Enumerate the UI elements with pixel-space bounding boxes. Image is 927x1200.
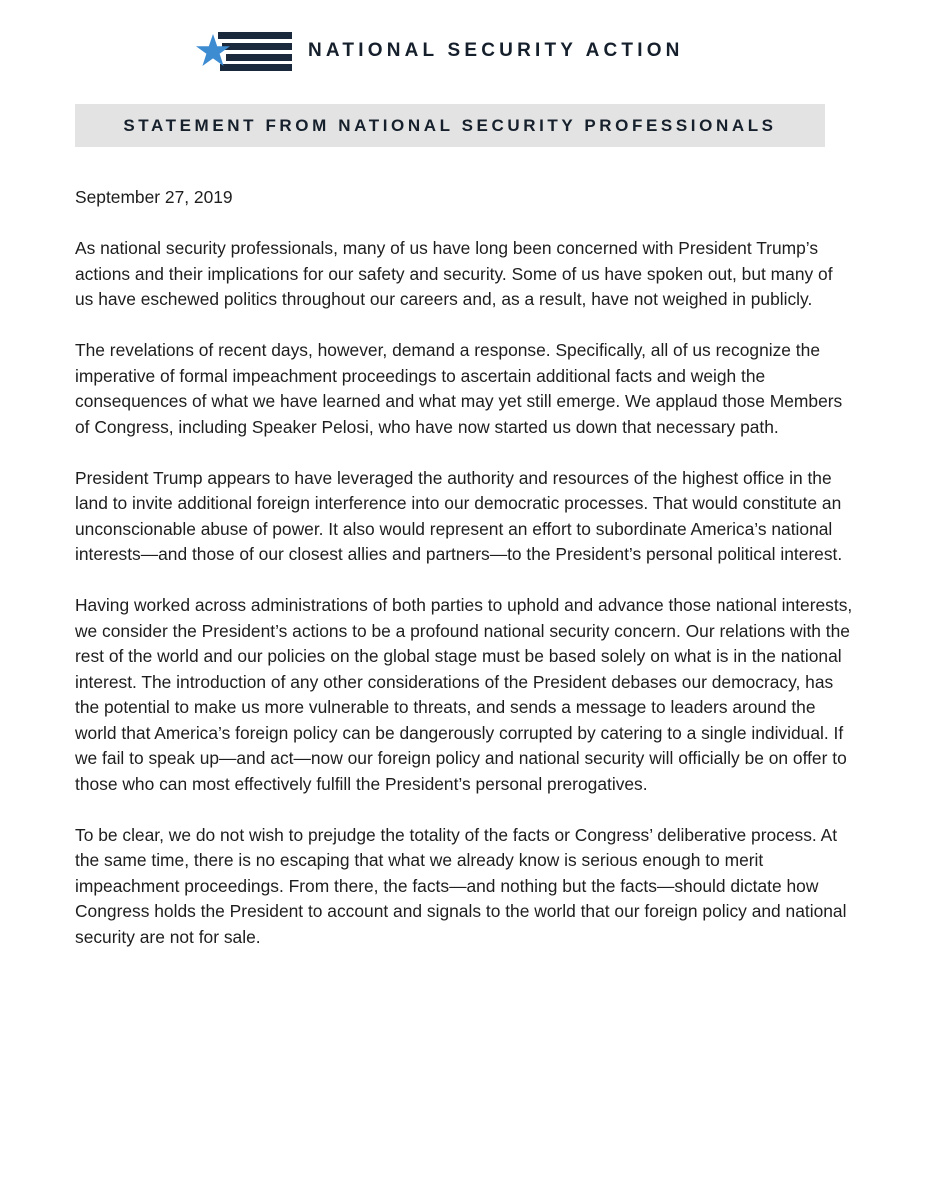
statement-banner [75,104,825,147]
statement-body [75,185,855,976]
banner-title: STATEMENT FROM NATIONAL SECURITY PROFESSIONALS [123,115,777,135]
statement-paragraph-5: To be clear, we do not wish to prejudge the totality of the facts or Congress’ deliberative process. At the same time, there is no escaping that what we already know is serious enough to merit impeachment proceedings. From there, the facts—and nothing but the facts—should dictate how Congress holds the President to account and signals to the world that our foreign policy and national security are not for sale. [75,824,847,947]
organization-name: NATIONAL SECURITY ACTION [308,40,684,61]
statement-paragraph-3: President Trump appears to have leveraged the authority and resources of the highest office in the land to invite additional foreign interference into our democratic processes. That would constitute an unconscionable abuse of power. It also would represent an effort to subordinate America’s national interests—and those of our closest allies and partners—to the President’s personal political interest. [75,467,843,564]
statement-paragraph-2: The revelations of recent days, however, demand a response. Specifically, all of us recognize the imperative of formal impeachment proceedings to ascertain additional facts and weigh the consequences of what we have learned and what may yet still emerge. We applaud those Members of Congress, including Speaker Pelosi, who have now started us down that necessary path. [75,340,843,437]
statement-paragraph-1: As national security professionals, many of us have long been concerned with President Trump’s actions and their implications for our safety and security. Some of us have spoken out, but many of us have eschewed politics throughout our careers and, as a result, have not weighed in publicly. [75,238,833,309]
statement-paragraph-4: Having worked across administrations of both parties to uphold and advance those national interests, we consider the President’s actions to be a profound national security concern. Our relations with the rest of the world and our policies on the global stage must be based solely on what is in the national interest. The introduction of any other considerations of the President debases our democracy, has the potential to make us more vulnerable to threats, and sends a message to leaders around the world that America’s foreign policy can be dangerously corrupted by catering to a single individual. If we fail to speak up—and act—now our foreign policy and national security will officially be on offer to those who can most effectively fulfill the President’s personal prerogatives. [75,595,853,794]
statement-date: September 27, 2019 [75,187,233,207]
header [196,30,684,72]
star-flag-logo-icon [196,31,292,71]
